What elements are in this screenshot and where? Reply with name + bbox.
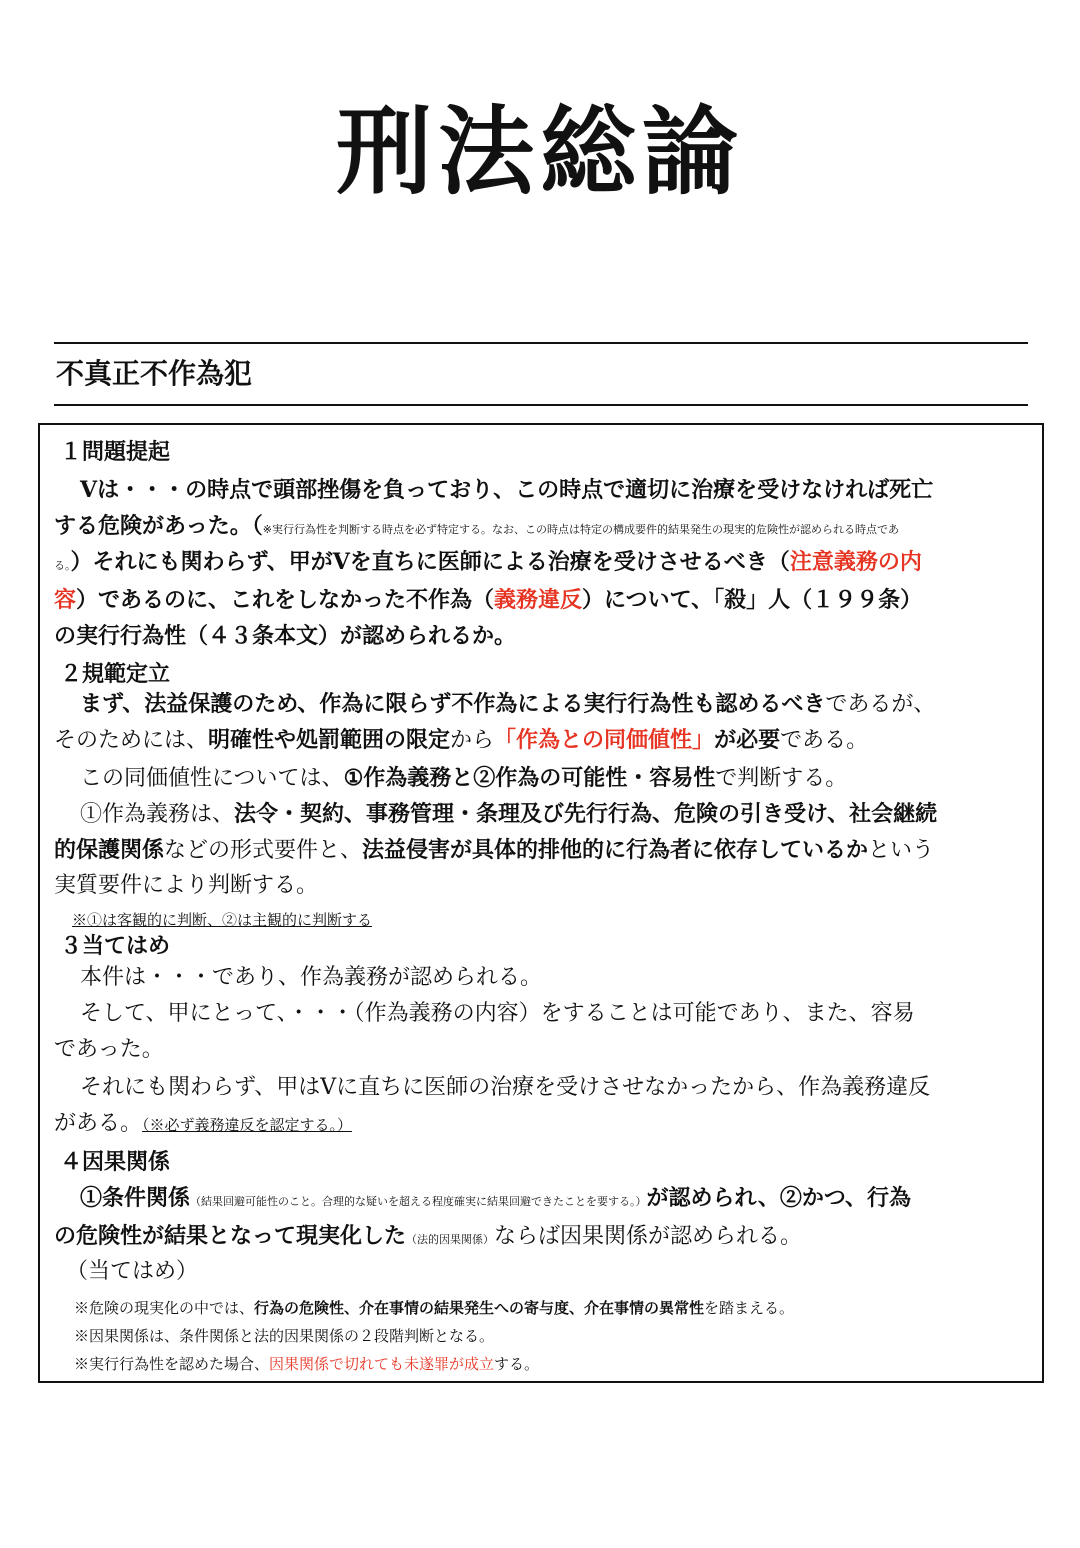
heading-problem: １問題提起 [60,439,171,465]
s3-line-3: であった。 [54,1037,164,1062]
s2-line-2: そのためには、明確性や処罰範囲の限定から「作為との同価値性」が必要である。 [54,727,869,753]
s2-line-4: ①作為義務は、法令・契約、事務管理・条理及び先行行為、危険の引き受け、社会継続 [80,801,938,827]
s4-note-1: ※危険の現実化の中では、行為の危険性、介在事情の結果発生への寄与度、介在事情の異常性を踏まえる。 [74,1299,795,1317]
heading-causation: ４因果関係 [60,1149,171,1175]
s1-line-3: る。）それにも関わらず、甲がVを直ちに医師による治療を受けさせるべき（注意義務の内 [54,549,922,575]
s4-note-3: ※実行行為性を認めた場合、因果関係で切れても未遂罪が成立する。 [74,1355,540,1373]
s2-line-1: まず、法益保護のため、作為に限らず不作為による実行行為性も認めるべきであるが、 [80,691,936,717]
s4-note-2: ※因果関係は、条件関係と法的因果関係の２段階判断となる。 [74,1327,495,1345]
s3-line-1: 本件は・・・であり、作為義務が認められる。 [80,965,543,990]
s2-line-5: 的保護関係などの形式要件と、法益侵害が具体的排他的に行為者に依存しているかという [54,837,935,863]
s3-line-5: がある。（※必ず義務違反を認定する。） [54,1111,353,1136]
s2-note: ※①は客観的に判断、②は主観的に判断する [72,911,373,929]
s1-line-4: 容）であるのに、これをしなかった不作為（義務違反）について、「殺」人（１９９条） [54,587,923,613]
page-title: 刑法総論 [336,96,744,208]
heading-application: ３当てはめ [60,933,171,959]
s3-line-2: そして、甲にとって、・・・（作為義務の内容）をすることは可能であり、また、容易 [80,1001,915,1026]
section-title: 不真正不作為犯 [56,357,253,390]
s1-line-2: する危険があった。（※実行行為性を判断する時点を必ず特定する。なお、この時点は特定の構成要件的結果発生の現実的危険性が認められる時点であ [54,513,899,539]
bottom-divider [54,404,1028,406]
s4-line-1: ①条件関係（結果回避可能性のこと。合理的な疑いを超える程度確実に結果回避できたことを要する。）が認められ、②かつ、行為 [80,1185,911,1211]
s4-subheading: （当てはめ） [66,1259,199,1284]
s2-line-6: 実質要件により判断する。 [54,873,319,898]
s2-line-3: この同価値性については、①作為義務と②作為の可能性・容易性で判断する。 [80,765,848,791]
s4-line-2: の危険性が結果となって現実化した（法的因果関係）ならば因果関係が認められる。 [54,1223,803,1249]
top-divider [54,342,1028,344]
s1-line-5: の実行行為性（４３条本文）が認められるか。 [54,623,517,649]
s1-line-1: Vは・・・の時点で頭部挫傷を負っており、この時点で適切に治療を受けなければ死亡 [80,477,934,503]
s3-line-4: それにも関わらず、甲はVに直ちに医師の治療を受けさせなかったから、作為義務違反 [80,1075,931,1100]
heading-norm: ２規範定立 [60,661,171,687]
